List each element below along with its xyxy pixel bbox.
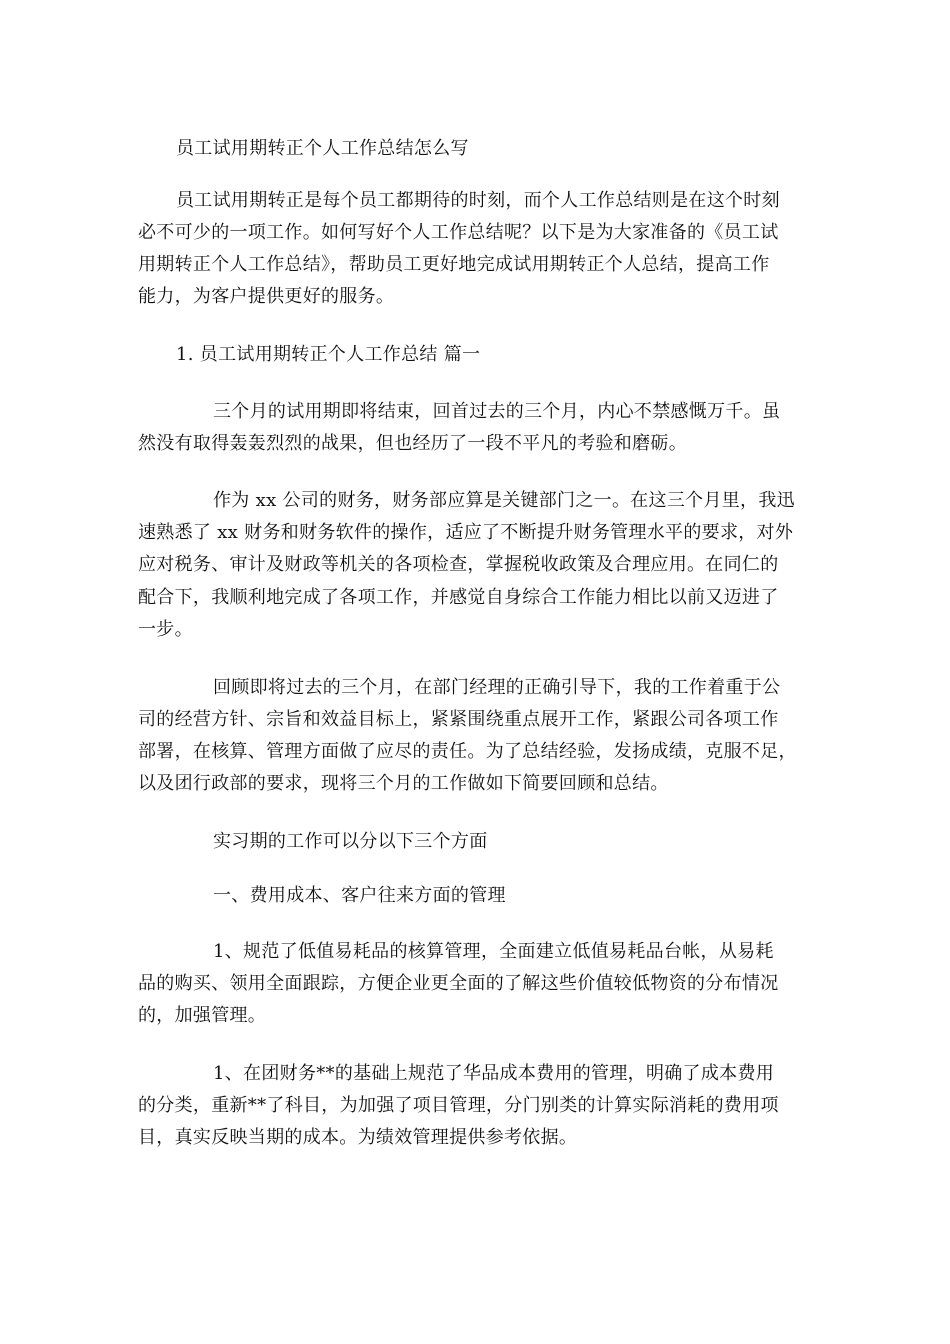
paragraph-line: 的，加强管理。 (138, 1005, 267, 1026)
subsection-heading: 一、费用成本、客户往来方面的管理 (213, 885, 506, 906)
paragraph-line: 一步。 (138, 619, 193, 640)
intro-line: 能力，为客户提供更好的服务。 (138, 286, 395, 307)
paragraph-line: 回顾即将过去的三个月，在部门经理的正确引导下，我的工作着重于公 (213, 677, 781, 698)
paragraph-line: 1、规范了低值易耗品的核算管理，全面建立低值易耗品台帐，从易耗 (213, 941, 774, 962)
intro-line: 必不可少的一项工作。如何写好个人工作总结呢？以下是为大家准备的《员工试 (138, 222, 779, 243)
paragraph-line: 的分类，重新**了科目，为加强了项目管理，分门别类的计算实际消耗的费用项 (138, 1095, 779, 1116)
paragraph-line: 然没有取得轰轰烈烈的战果，但也经历了一段不平凡的考验和磨砺。 (138, 433, 687, 454)
paragraph-line: 速熟悉了 xx 财务和财务软件的操作，适应了不断提升财务管理水平的要求，对外 (138, 522, 794, 543)
paragraph-line: 1、在团财务**的基础上规范了华品成本费用的管理，明确了成本费用 (213, 1063, 775, 1084)
paragraph-line: 以及团行政部的要求，现将三个月的工作做如下简要回顾和总结。 (138, 773, 669, 794)
paragraph-line: 实习期的工作可以分以下三个方面 (213, 831, 488, 852)
paragraph-line: 应对税务、审计及财政等机关的各项检查，掌握税收政策及合理应用。在同仁的 (138, 554, 779, 575)
paragraph-line: 三个月的试用期即将结束，回首过去的三个月，内心不禁感慨万千。虽 (213, 401, 781, 422)
section-heading: 1. 员工试用期转正个人工作总结 篇一 (176, 344, 481, 365)
intro-line: 员工试用期转正是每个员工都期待的时刻，而个人工作总结则是在这个时刻 (176, 190, 780, 211)
paragraph-line: 部署，在核算、管理方面做了应尽的责任。为了总结经验，发扬成绩，克服不足， (138, 741, 797, 762)
paragraph-line: 目，真实反映当期的成本。为绩效管理提供参考依据。 (138, 1127, 578, 1148)
paragraph-line: 作为 xx 公司的财务，财务部应算是关键部门之一。在这三个月里，我迅 (213, 490, 795, 511)
document-title: 员工试用期转正个人工作总结怎么写 (176, 138, 469, 159)
paragraph-line: 司的经营方针、宗旨和效益目标上，紧紧围绕重点展开工作，紧跟公司各项工作 (138, 709, 779, 730)
intro-line: 用期转正个人工作总结》，帮助员工更好地完成试用期转正个人总结，提高工作 (138, 254, 770, 275)
paragraph-line: 配合下，我顺利地完成了各项工作，并感觉自身综合工作能力相比以前又迈进了 (138, 587, 779, 608)
paragraph-line: 品的购买、领用全面跟踪，方便企业更全面的了解这些价值较低物资的分布情况 (138, 973, 779, 994)
